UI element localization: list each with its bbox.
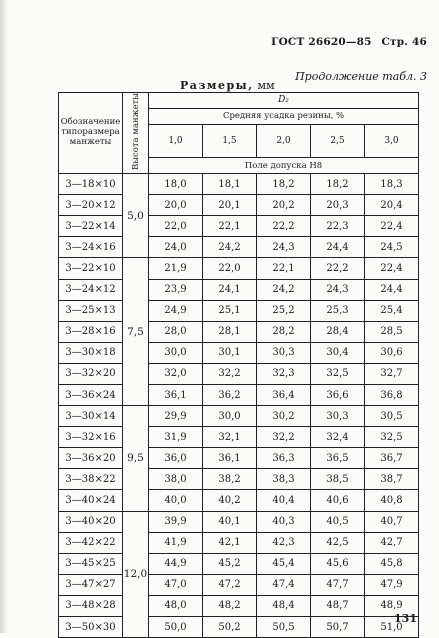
- d2-value-cell: 30,0: [203, 406, 257, 427]
- d2-value-cell: 30,0: [149, 342, 203, 363]
- designation-cell: 3—45×25: [59, 553, 123, 574]
- d2-value-cell: 42,3: [257, 532, 311, 553]
- table-row: [59, 384, 419, 405]
- designation-cell: 3—24×12: [59, 279, 123, 300]
- table-row: [59, 532, 419, 553]
- d2-value-cell: 20,0: [149, 195, 203, 216]
- height-cell: 7,5: [123, 258, 149, 406]
- d2-value-cell: 28,4: [311, 321, 365, 342]
- header-shrinkage-value: 2,5: [311, 125, 365, 158]
- d2-value-cell: 36,0: [149, 448, 203, 469]
- d2-value-cell: 31,9: [149, 427, 203, 448]
- designation-cell: 3—30×18: [59, 342, 123, 363]
- d2-value-cell: 24,2: [203, 237, 257, 258]
- designation-cell: 3—36×20: [59, 448, 123, 469]
- designation-cell: 3—36×24: [59, 384, 123, 405]
- d2-value-cell: 47,4: [257, 574, 311, 595]
- table-row: [59, 195, 419, 216]
- header-height-text: Высота манжеты: [130, 93, 141, 171]
- d2-value-cell: 50,2: [203, 617, 257, 638]
- d2-value-cell: 40,8: [365, 490, 419, 511]
- d2-value-cell: 32,2: [257, 427, 311, 448]
- d2-value-cell: 28,1: [203, 321, 257, 342]
- d2-value-cell: 28,5: [365, 321, 419, 342]
- d2-value-cell: 32,0: [149, 363, 203, 384]
- header-tolerance: Поле допуска H8: [149, 158, 419, 174]
- d2-value-cell: 30,3: [311, 406, 365, 427]
- header-shrinkage-value: 1,0: [149, 125, 203, 158]
- designation-cell: 3—30×14: [59, 406, 123, 427]
- designation-cell: 3—18×10: [59, 174, 123, 195]
- d2-value-cell: 22,1: [203, 216, 257, 237]
- d2-value-cell: 25,3: [311, 300, 365, 321]
- dimensions-table: [58, 92, 419, 638]
- d2-value-cell: 40,0: [149, 490, 203, 511]
- d2-value-cell: 48,7: [311, 595, 365, 616]
- d2-value-cell: 40,1: [203, 511, 257, 532]
- d2-value-cell: 32,5: [311, 363, 365, 384]
- d2-value-cell: 50,5: [257, 617, 311, 638]
- designation-cell: 3—22×14: [59, 216, 123, 237]
- d2-value-cell: 24,5: [365, 237, 419, 258]
- d2-value-cell: 18,3: [365, 174, 419, 195]
- table-row: [59, 216, 419, 237]
- d2-value-cell: 22,4: [365, 258, 419, 279]
- d2-value-cell: 20,1: [203, 195, 257, 216]
- d2-value-cell: 36,6: [311, 384, 365, 405]
- d2-value-cell: 22,1: [257, 258, 311, 279]
- designation-cell: 3—38×22: [59, 469, 123, 490]
- table-row: [59, 237, 419, 258]
- table-row: [59, 617, 419, 638]
- d2-value-cell: 48,4: [257, 595, 311, 616]
- table-row: [59, 406, 419, 427]
- designation-cell: 3—25×13: [59, 300, 123, 321]
- d2-value-cell: 48,2: [203, 595, 257, 616]
- d2-value-cell: 44,9: [149, 553, 203, 574]
- d2-value-cell: 22,4: [365, 216, 419, 237]
- d2-value-cell: 50,0: [149, 617, 203, 638]
- header-shrinkage-value: 1,5: [203, 125, 257, 158]
- dimensions-title: [180, 79, 275, 92]
- d2-value-cell: 22,0: [203, 258, 257, 279]
- d2-value-cell: 22,2: [311, 258, 365, 279]
- d2-value-cell: 48,0: [149, 595, 203, 616]
- d2-value-cell: 25,2: [257, 300, 311, 321]
- d2-value-cell: 30,1: [203, 342, 257, 363]
- d2-value-cell: 24,0: [149, 237, 203, 258]
- designation-cell: 3—20×12: [59, 195, 123, 216]
- table-row: [59, 258, 419, 279]
- page-header: [271, 36, 427, 48]
- header-shrinkage-value: 3,0: [365, 125, 419, 158]
- d2-value-cell: 41,9: [149, 532, 203, 553]
- designation-cell: 3—32×20: [59, 363, 123, 384]
- designation-cell: 3—48×28: [59, 595, 123, 616]
- d2-value-cell: 38,7: [365, 469, 419, 490]
- designation-cell: 3—40×24: [59, 490, 123, 511]
- table-row: [59, 321, 419, 342]
- d2-value-cell: 24,2: [257, 279, 311, 300]
- table-header: [59, 93, 419, 174]
- standard-number: ГОСТ 26620—85: [271, 36, 372, 48]
- designation-cell: 3—47×27: [59, 574, 123, 595]
- d2-value-cell: 36,7: [365, 448, 419, 469]
- designation-cell: 3—50×30: [59, 617, 123, 638]
- header-d2: D₂: [149, 93, 419, 109]
- d2-value-cell: 30,2: [257, 406, 311, 427]
- d2-value-cell: 24,3: [311, 279, 365, 300]
- d2-value-cell: 40,5: [311, 511, 365, 532]
- table-row: [59, 300, 419, 321]
- d2-value-cell: 38,3: [257, 469, 311, 490]
- d2-value-cell: 42,5: [311, 532, 365, 553]
- designation-cell: 3—42×22: [59, 532, 123, 553]
- d2-value-cell: 36,1: [149, 384, 203, 405]
- height-cell: 9,5: [123, 406, 149, 511]
- d2-value-cell: 36,8: [365, 384, 419, 405]
- d2-value-cell: 36,1: [203, 448, 257, 469]
- d2-value-cell: 40,4: [257, 490, 311, 511]
- table-row: [59, 448, 419, 469]
- d2-value-cell: 42,1: [203, 532, 257, 553]
- d2-value-cell: 32,5: [365, 427, 419, 448]
- d2-value-cell: 47,9: [365, 574, 419, 595]
- d2-value-cell: 30,5: [365, 406, 419, 427]
- d2-value-cell: 42,7: [365, 532, 419, 553]
- d2-value-cell: 28,0: [149, 321, 203, 342]
- d2-value-cell: 32,7: [365, 363, 419, 384]
- d2-value-cell: 18,0: [149, 174, 203, 195]
- d2-value-cell: 32,2: [203, 363, 257, 384]
- dimensions-title-unit: мм: [257, 79, 275, 92]
- table-row: [59, 279, 419, 300]
- table-row: [59, 174, 419, 195]
- d2-value-cell: 18,1: [203, 174, 257, 195]
- d2-value-cell: 30,6: [365, 342, 419, 363]
- d2-value-cell: 30,4: [311, 342, 365, 363]
- d2-value-cell: 20,4: [365, 195, 419, 216]
- d2-value-cell: 32,3: [257, 363, 311, 384]
- d2-value-cell: 36,4: [257, 384, 311, 405]
- d2-value-cell: 48,9: [365, 595, 419, 616]
- d2-value-cell: 50,7: [311, 617, 365, 638]
- d2-value-cell: 45,4: [257, 553, 311, 574]
- dimensions-title-main: Размеры,: [180, 79, 254, 92]
- d2-value-cell: 38,0: [149, 469, 203, 490]
- table-row: [59, 427, 419, 448]
- d2-value-cell: 47,7: [311, 574, 365, 595]
- d2-value-cell: 38,5: [311, 469, 365, 490]
- d2-value-cell: 25,1: [203, 300, 257, 321]
- d2-value-cell: 32,4: [311, 427, 365, 448]
- designation-cell: 3—28×16: [59, 321, 123, 342]
- d2-value-cell: 24,3: [257, 237, 311, 258]
- d2-value-cell: 32,1: [203, 427, 257, 448]
- header-height: [123, 93, 149, 174]
- scan-edge-shadow: [0, 0, 8, 633]
- d2-value-cell: 24,4: [311, 237, 365, 258]
- d2-value-cell: 47,2: [203, 574, 257, 595]
- header-shrinkage-value: 2,0: [257, 125, 311, 158]
- d2-value-cell: 38,2: [203, 469, 257, 490]
- d2-value-cell: 39,9: [149, 511, 203, 532]
- d2-value-cell: 51,0: [365, 617, 419, 638]
- d2-value-cell: 45,6: [311, 553, 365, 574]
- d2-value-cell: 40,7: [365, 511, 419, 532]
- table-row: [59, 595, 419, 616]
- d2-value-cell: 23,9: [149, 279, 203, 300]
- table-row: [59, 342, 419, 363]
- d2-value-cell: 30,3: [257, 342, 311, 363]
- d2-value-cell: 40,6: [311, 490, 365, 511]
- height-cell: 5,0: [123, 174, 149, 258]
- table-row: [59, 553, 419, 574]
- height-cell: 12,0: [123, 511, 149, 638]
- d2-value-cell: 21,9: [149, 258, 203, 279]
- page-label: Стр. 46: [381, 36, 427, 48]
- d2-value-cell: 40,3: [257, 511, 311, 532]
- d2-value-cell: 18,2: [257, 174, 311, 195]
- table-row: [59, 511, 419, 532]
- designation-cell: 3—32×16: [59, 427, 123, 448]
- d2-value-cell: 20,2: [257, 195, 311, 216]
- page-number: 131: [394, 612, 417, 625]
- d2-value-cell: 20,3: [311, 195, 365, 216]
- designation-cell: 3—40×20: [59, 511, 123, 532]
- table-row: [59, 363, 419, 384]
- d2-value-cell: 45,8: [365, 553, 419, 574]
- designation-cell: 3—24×16: [59, 237, 123, 258]
- designation-cell: 3—22×10: [59, 258, 123, 279]
- d2-value-cell: 40,2: [203, 490, 257, 511]
- header-shrinkage: Средняя усадка резины, %: [149, 108, 419, 125]
- table-body: [59, 174, 419, 638]
- d2-value-cell: 36,2: [203, 384, 257, 405]
- d2-value-cell: 36,3: [257, 448, 311, 469]
- table-row: [59, 490, 419, 511]
- d2-value-cell: 22,3: [311, 216, 365, 237]
- d2-value-cell: 24,4: [365, 279, 419, 300]
- table-row: [59, 574, 419, 595]
- d2-value-cell: 28,2: [257, 321, 311, 342]
- table-continuation-label: Продолжение табл. 3: [295, 70, 427, 83]
- d2-value-cell: 25,4: [365, 300, 419, 321]
- d2-value-cell: 36,5: [311, 448, 365, 469]
- d2-value-cell: 45,2: [203, 553, 257, 574]
- d2-value-cell: 29,9: [149, 406, 203, 427]
- d2-value-cell: 18,2: [311, 174, 365, 195]
- d2-value-cell: 22,2: [257, 216, 311, 237]
- header-designation: Обозначение типоразмера манжеты: [59, 93, 123, 174]
- d2-value-cell: 24,9: [149, 300, 203, 321]
- d2-value-cell: 24,1: [203, 279, 257, 300]
- d2-value-cell: 47,0: [149, 574, 203, 595]
- table-row: [59, 469, 419, 490]
- d2-value-cell: 22,0: [149, 216, 203, 237]
